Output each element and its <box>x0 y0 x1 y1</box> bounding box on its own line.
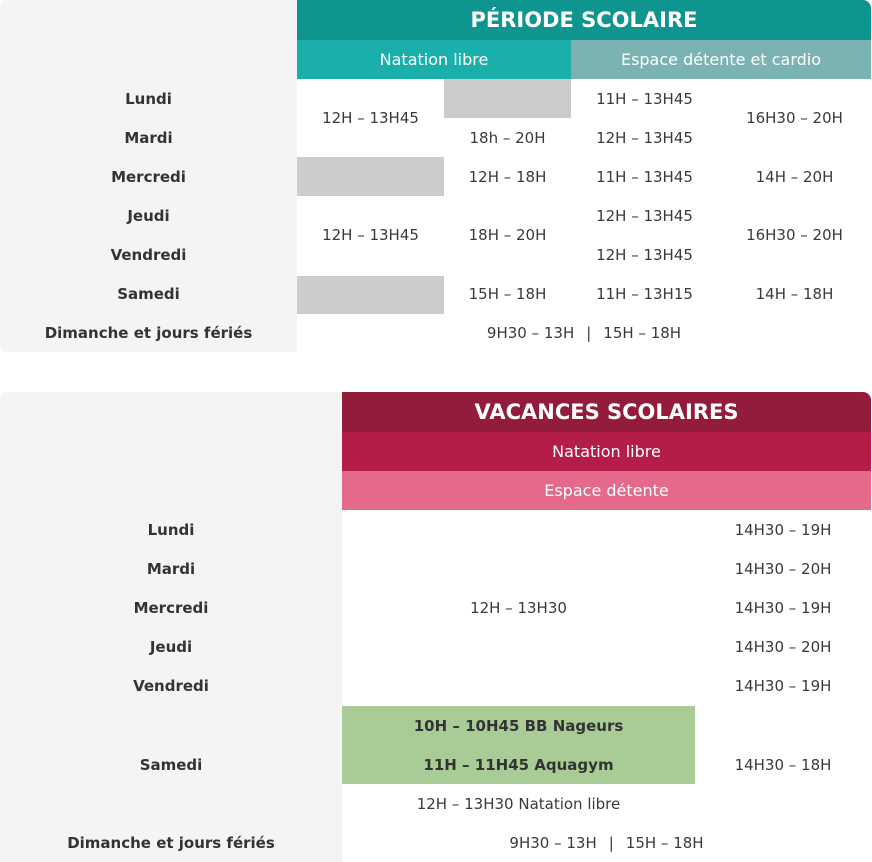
periode-espace-samedi-b: 14H – 18H <box>755 285 834 303</box>
periode-espace-lundi-a: 11H – 13H45 <box>596 89 693 108</box>
periode-day-mercredi: Mercredi <box>111 167 186 186</box>
vacances-espace-mardi: 14H30 – 20H <box>734 559 832 578</box>
vacances-samedi-bb-nageurs: 10H – 10H45 BB Nageurs <box>342 706 695 745</box>
periode-natation-lundi-mardi-a: 12H – 13H45 <box>322 109 419 127</box>
periode-day-dimanche: Dimanche et jours fériés <box>44 324 253 342</box>
vacances-dimanche-separator: | <box>608 834 614 852</box>
periode-title: PÉRIODE SCOLAIRE <box>297 0 871 40</box>
vacances-title: VACANCES SCOLAIRES <box>342 392 871 432</box>
vacances-day-samedi: Samedi <box>139 756 203 774</box>
periode-day-mardi: Mardi <box>124 128 173 147</box>
vacances-day-vendredi: Vendredi <box>133 677 209 695</box>
vacances-natation-semaine: 12H – 13H30 <box>470 599 567 617</box>
periode-espace-mercredi-a: 11H – 13H45 <box>596 167 693 186</box>
periode-dimanche-hours <box>297 314 871 352</box>
vacances-col-espace: Espace détente <box>342 471 871 510</box>
periode-closed-samedi-a <box>297 276 444 314</box>
vacances-samedi-espace: 14H30 – 18H <box>734 756 832 774</box>
periode-natation-mercredi-b: 12H – 18H <box>468 167 547 186</box>
vacances-day-lundi: Lundi <box>147 520 195 539</box>
vacances-samedi-aquagym: 11H – 11H45 Aquagym <box>342 745 695 784</box>
periode-espace-mercredi-b: 14H – 20H <box>755 167 834 186</box>
periode-col-natation: Natation libre <box>297 40 571 79</box>
periode-dimanche-afternoon: 15H – 18H <box>603 324 682 342</box>
periode-espace-jeudi-a: 12H – 13H45 <box>596 206 693 225</box>
periode-dimanche-morning: 9H30 – 13H <box>486 324 575 342</box>
periode-natation-samedi-b: 15H – 18H <box>468 285 547 303</box>
periode-day-jeudi: Jeudi <box>127 206 170 225</box>
vacances-day-dimanche: Dimanche et jours fériés <box>67 834 275 852</box>
periode-closed-lundi-b <box>444 79 571 118</box>
periode-espace-jeudi-vendredi-b: 16H30 – 20H <box>746 226 843 244</box>
vacances-espace-lundi: 14H30 – 19H <box>734 520 832 539</box>
periode-day-vendredi: Vendredi <box>110 245 187 264</box>
periode-natation-mardi-b: 18h – 20H <box>469 128 546 147</box>
periode-day-samedi: Samedi <box>117 285 180 303</box>
vacances-day-mercredi: Mercredi <box>133 598 209 617</box>
vacances-espace-jeudi: 14H30 – 20H <box>734 637 832 656</box>
periode-day-lundi: Lundi <box>125 89 172 108</box>
vacances-espace-vendredi: 14H30 – 19H <box>734 677 832 695</box>
vacances-samedi-natation: 12H – 13H30 Natation libre <box>416 795 621 813</box>
periode-espace-lundi-mardi-b: 16H30 – 20H <box>746 109 843 127</box>
vacances-day-jeudi: Jeudi <box>149 637 193 656</box>
periode-natation-jeudi-vendredi-a: 12H – 13H45 <box>322 226 419 244</box>
periode-espace-samedi-a: 11H – 13H15 <box>596 285 693 303</box>
periode-espace-vendredi-a: 12H – 13H45 <box>596 245 693 264</box>
vacances-dimanche-hours <box>342 824 871 862</box>
vacances-col-natation: Natation libre <box>342 432 871 471</box>
periode-col-espace: Espace détente et cardio <box>571 40 871 79</box>
periode-dimanche-separator: | <box>586 324 592 342</box>
periode-natation-jeudi-vendredi-b: 18H – 20H <box>468 226 547 244</box>
vacances-espace-mercredi: 14H30 – 19H <box>734 598 832 617</box>
vacances-dimanche-afternoon: 15H – 18H <box>625 834 704 852</box>
periode-espace-mardi-a: 12H – 13H45 <box>596 128 693 147</box>
vacances-day-mardi: Mardi <box>146 559 196 578</box>
periode-closed-mercredi-a <box>297 157 444 196</box>
vacances-dimanche-morning: 9H30 – 13H <box>509 834 597 852</box>
